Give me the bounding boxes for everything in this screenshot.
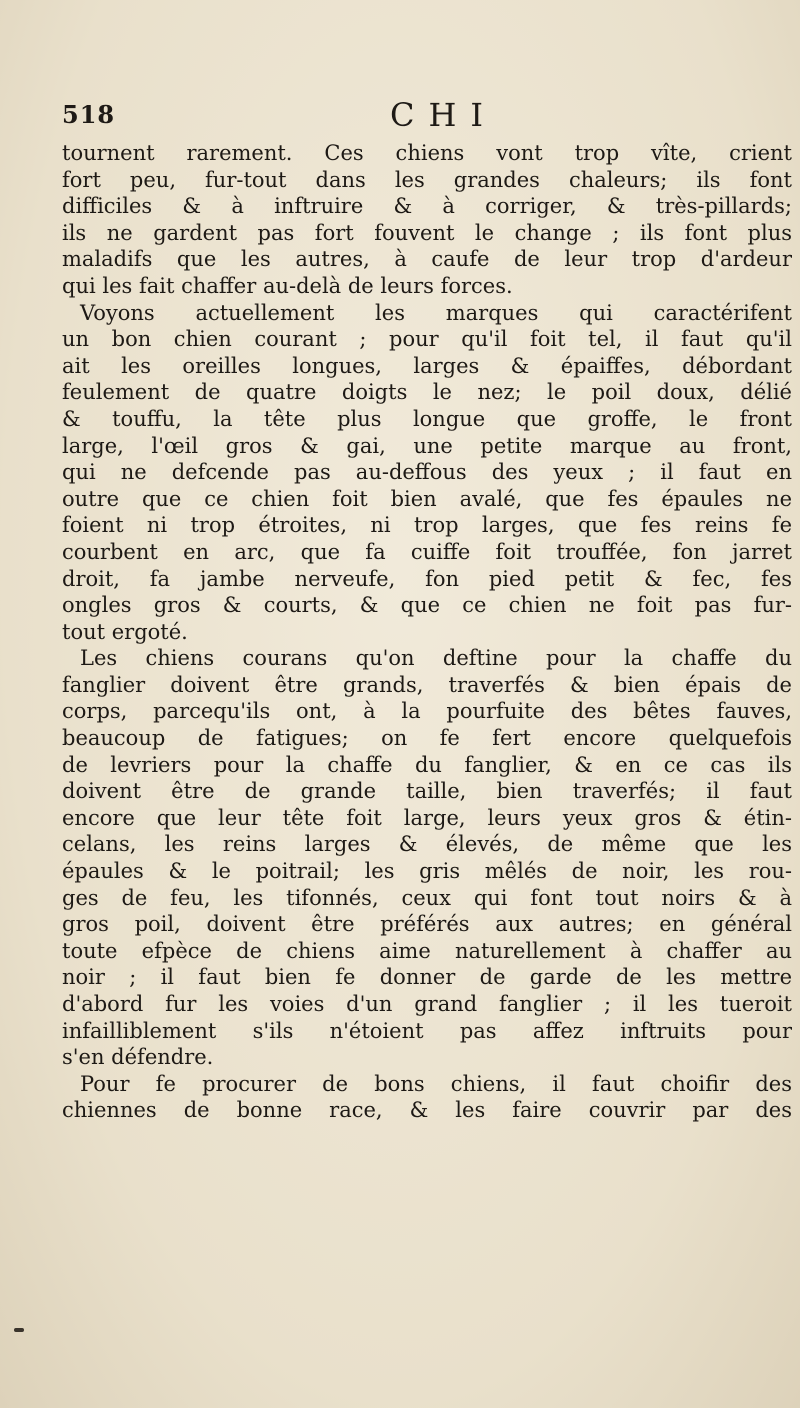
- text-line: & touffu, la tête plus longue que groffe, le front: [62, 406, 792, 431]
- text-line: Voyons actuellement les marques qui caractérifent: [80, 300, 792, 325]
- text-line: maladifs que les autres, à caufe de leur trop d'ardeur: [62, 247, 792, 272]
- page-header: [62, 96, 762, 136]
- text-line: toute efpèce de chiens aime naturellement à chaffer au: [62, 938, 792, 963]
- text-line: encore que leur tête foit large, leurs yeux gros & étin-: [62, 805, 792, 830]
- text-line: ges de feu, les tifonnés, ceux qui font tout noirs & à: [62, 885, 792, 910]
- text-line: gros poil, doivent être préférés aux autres; en général: [62, 912, 792, 937]
- running-head: CHI: [390, 96, 498, 134]
- text-line: qui ne defcende pas au-deffous des yeux ; il faut en: [62, 460, 792, 485]
- text-line: Les chiens courans qu'on deftine pour la chaffe du: [80, 646, 792, 671]
- text-line: tournent rarement. Ces chiens vont trop vîte, crient: [62, 141, 792, 165]
- text-line: qui les fait chaffer au-delà de leurs forces.: [62, 273, 513, 298]
- text-line: infailliblement s'ils n'étoient pas affez inftruits pour: [62, 1018, 792, 1043]
- text-line: s'en défendre.: [62, 1045, 214, 1070]
- text-line: feulement de quatre doigts le nez; le poil doux, délié: [62, 380, 792, 405]
- ink-smudge: [14, 1328, 24, 1332]
- text-line: doivent être de grande taille, bien traverfés; il faut: [62, 779, 792, 804]
- text-line: beaucoup de fatigues; on fe fert encore quelquefois: [62, 726, 792, 751]
- text-line: noir ; il faut bien fe donner de garde de les mettre: [62, 965, 792, 990]
- text-line: d'abord fur les voies d'un grand fanglier ; il les tueroit: [62, 992, 792, 1016]
- page-number: 518: [62, 100, 116, 129]
- text-line: outre que ce chien foit bien avalé, que fes épaules ne: [62, 486, 792, 511]
- text-line: ongles gros & courts, & que ce chien ne foit pas fur-: [62, 593, 792, 618]
- text-line: ait les oreilles longues, larges & épaiffes, débordant: [62, 353, 792, 378]
- text-line: Pour fe procurer de bons chiens, il faut choifir des: [80, 1071, 792, 1096]
- body-text: [62, 140, 792, 1124]
- text-line: celans, les reins larges & élevés, de même que les: [62, 832, 792, 857]
- text-line: droit, fa jambe nerveufe, fon pied petit & fec, fes: [62, 566, 792, 591]
- text-line: épaules & le poitrail; les gris mêlés de noir, les rou-: [62, 859, 792, 884]
- text-line: corps, parcequ'ils ont, à la pourfuite des bêtes fauves,: [62, 699, 792, 724]
- text-line: courbent en arc, que fa cuiffe foit trouffée, fon jarret: [62, 539, 792, 564]
- text-line: tout ergoté.: [62, 619, 188, 644]
- text-line: fort peu, fur-tout dans les grandes chaleurs; ils font: [62, 167, 792, 192]
- text-line: difficiles & à inftruire & à corriger, & très-pillards;: [62, 194, 792, 219]
- text-line: large, l'œil gros & gai, une petite marque au front,: [62, 433, 792, 458]
- text-line: ils ne gardent pas fort fouvent le change ; ils font plus: [62, 220, 792, 245]
- text-line: fanglier doivent être grands, traverfés & bien épais de: [62, 672, 792, 697]
- text-line: foient ni trop étroites, ni trop larges, que fes reins fe: [62, 513, 792, 538]
- text-line: chiennes de bonne race, & les faire couvrir par des: [62, 1098, 792, 1123]
- text-line: un bon chien courant ; pour qu'il foit tel, il faut qu'il: [62, 327, 792, 352]
- text-line: de levriers pour la chaffe du fanglier, & en ce cas ils: [62, 752, 792, 777]
